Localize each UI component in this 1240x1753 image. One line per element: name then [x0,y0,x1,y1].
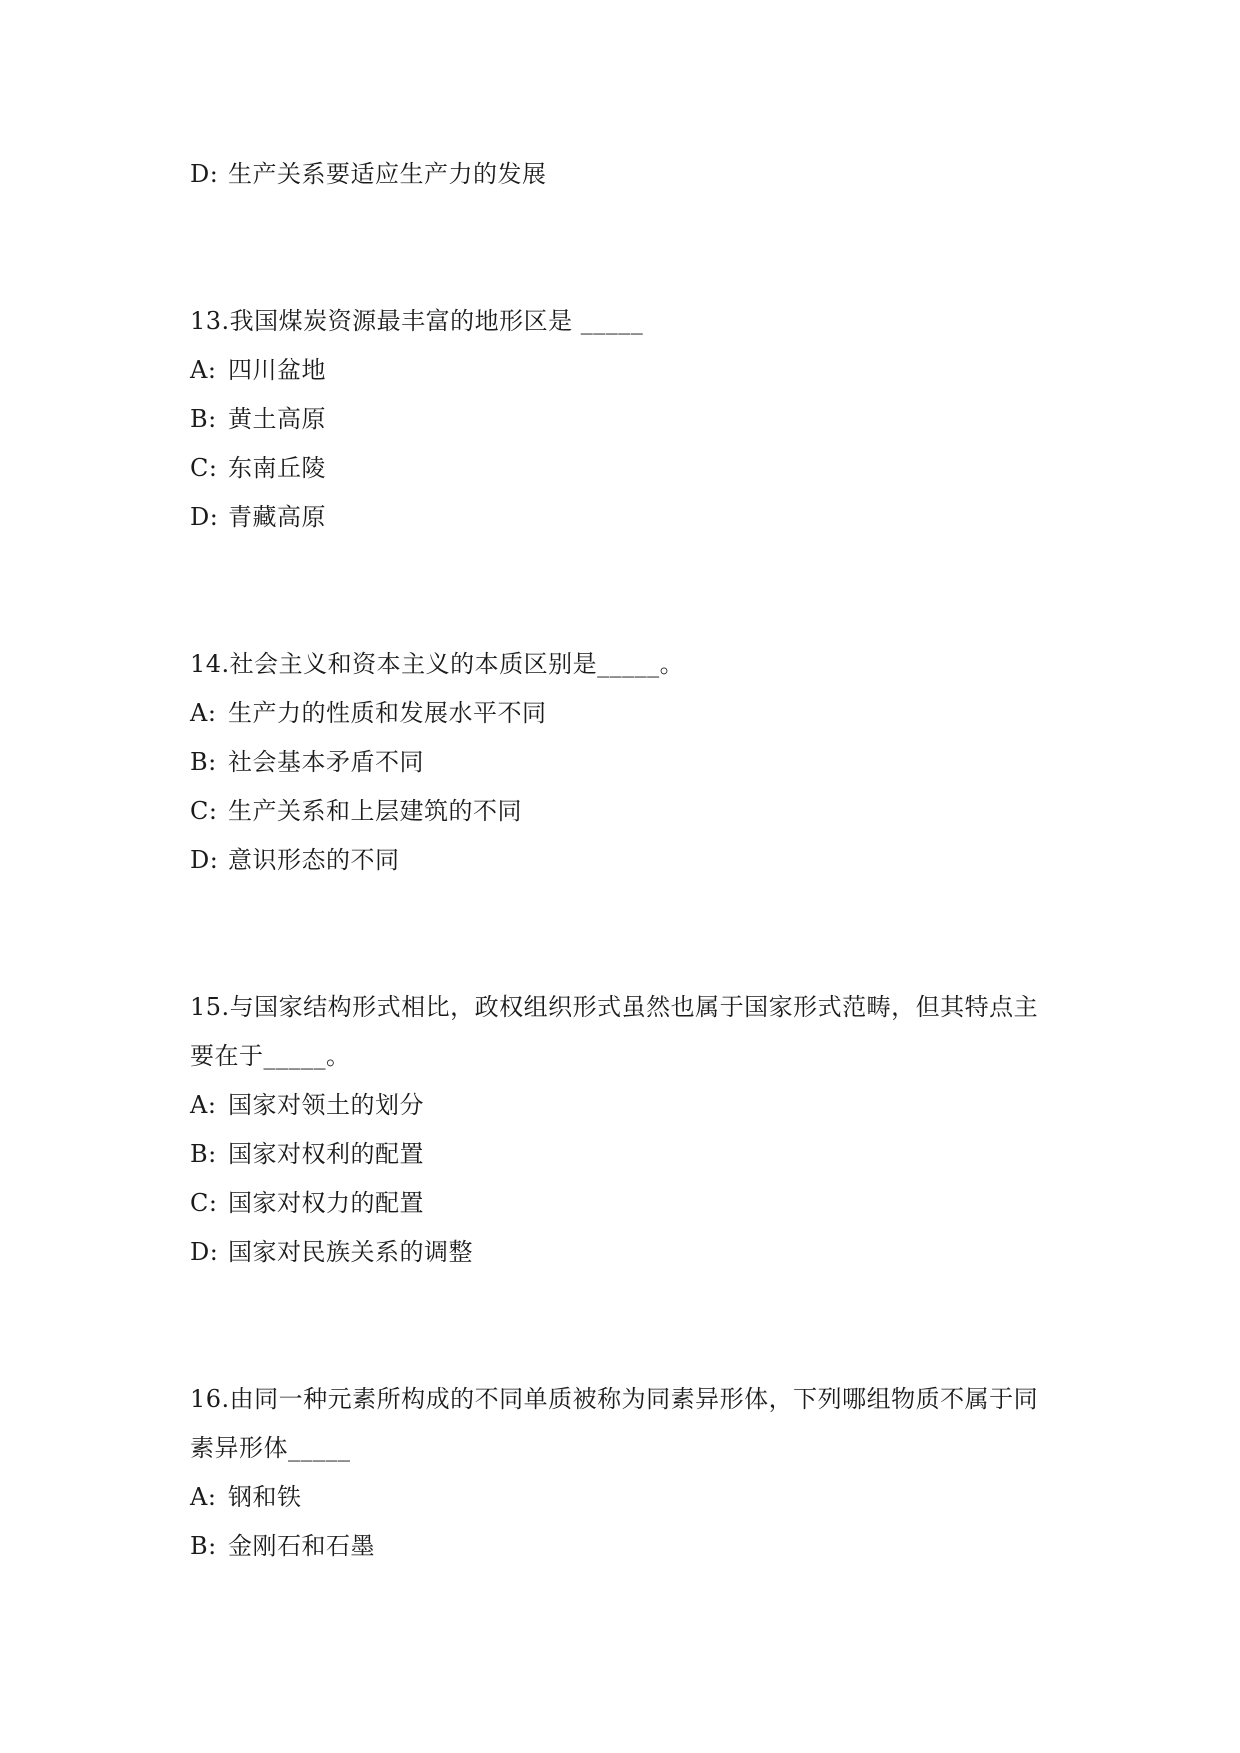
option-text: 东南丘陵 [228,454,326,482]
option-letter: A: [190,699,217,727]
question-15-stem-line-2: 要在于_____。 [190,1042,351,1070]
option-letter: D: [190,160,219,188]
option-text: 社会基本矛盾不同 [228,748,424,776]
question-13-option-b [190,395,1060,444]
option-text: 生产关系和上层建筑的不同 [228,797,522,825]
question-14-option-b [190,738,1060,787]
option-text: 钢和铁 [228,1483,302,1511]
question-15-option-a [190,1081,1060,1130]
option-letter: B: [190,1532,217,1560]
option-letter: B: [190,1140,217,1168]
question-16-option-a [190,1473,1060,1522]
question-15-option-b [190,1130,1060,1179]
option-letter: B: [190,748,217,776]
question-14-option-c [190,787,1060,836]
question-13-option-d [190,493,1060,542]
question-14-stem: 14.社会主义和资本主义的本质区别是_____。 [190,650,685,678]
option-text: 国家对领土的划分 [228,1091,424,1119]
question-16-stem-line-2: 素异形体_____ [190,1434,351,1462]
question-16-stem-line-1: 16.由同一种元素所构成的不同单质被称为同素异形体，下列哪组物质不属于同 [190,1385,1039,1413]
option-letter: D: [190,1238,219,1266]
option-text: 意识形态的不同 [228,846,400,874]
question-15-option-d [190,1228,1060,1277]
option-letter: A: [190,1091,217,1119]
option-text: 四川盆地 [228,356,326,384]
option-letter: B: [190,405,217,433]
option-letter: C: [190,454,218,482]
option-text: 国家对权利的配置 [228,1140,424,1168]
option-letter: D: [190,503,219,531]
option-text: 生产力的性质和发展水平不同 [228,699,547,727]
question-13-option-a [190,346,1060,395]
question-13-option-c [190,444,1060,493]
option-letter: C: [190,1189,218,1217]
question-13-stem: 13.我国煤炭资源最丰富的地形区是 _____ [190,307,644,335]
option-text: 金刚石和石墨 [228,1532,375,1560]
option-letter: A: [190,1483,217,1511]
option-text: 生产关系要适应生产力的发展 [228,160,547,188]
option-text: 青藏高原 [228,503,326,531]
question-14-option-d [190,836,1060,885]
option-d-prev [190,150,1060,199]
option-letter: D: [190,846,219,874]
option-text: 国家对权力的配置 [228,1189,424,1217]
question-14-option-a [190,689,1060,738]
option-text: 国家对民族关系的调整 [228,1238,473,1266]
option-letter: A: [190,356,217,384]
question-15-option-c [190,1179,1060,1228]
question-16-option-b [190,1522,1060,1571]
option-text: 黄土高原 [228,405,326,433]
question-15-stem-line-1: 15.与国家结构形式相比，政权组织形式虽然也属于国家形式范畴，但其特点主 [190,993,1039,1021]
option-letter: C: [190,797,218,825]
